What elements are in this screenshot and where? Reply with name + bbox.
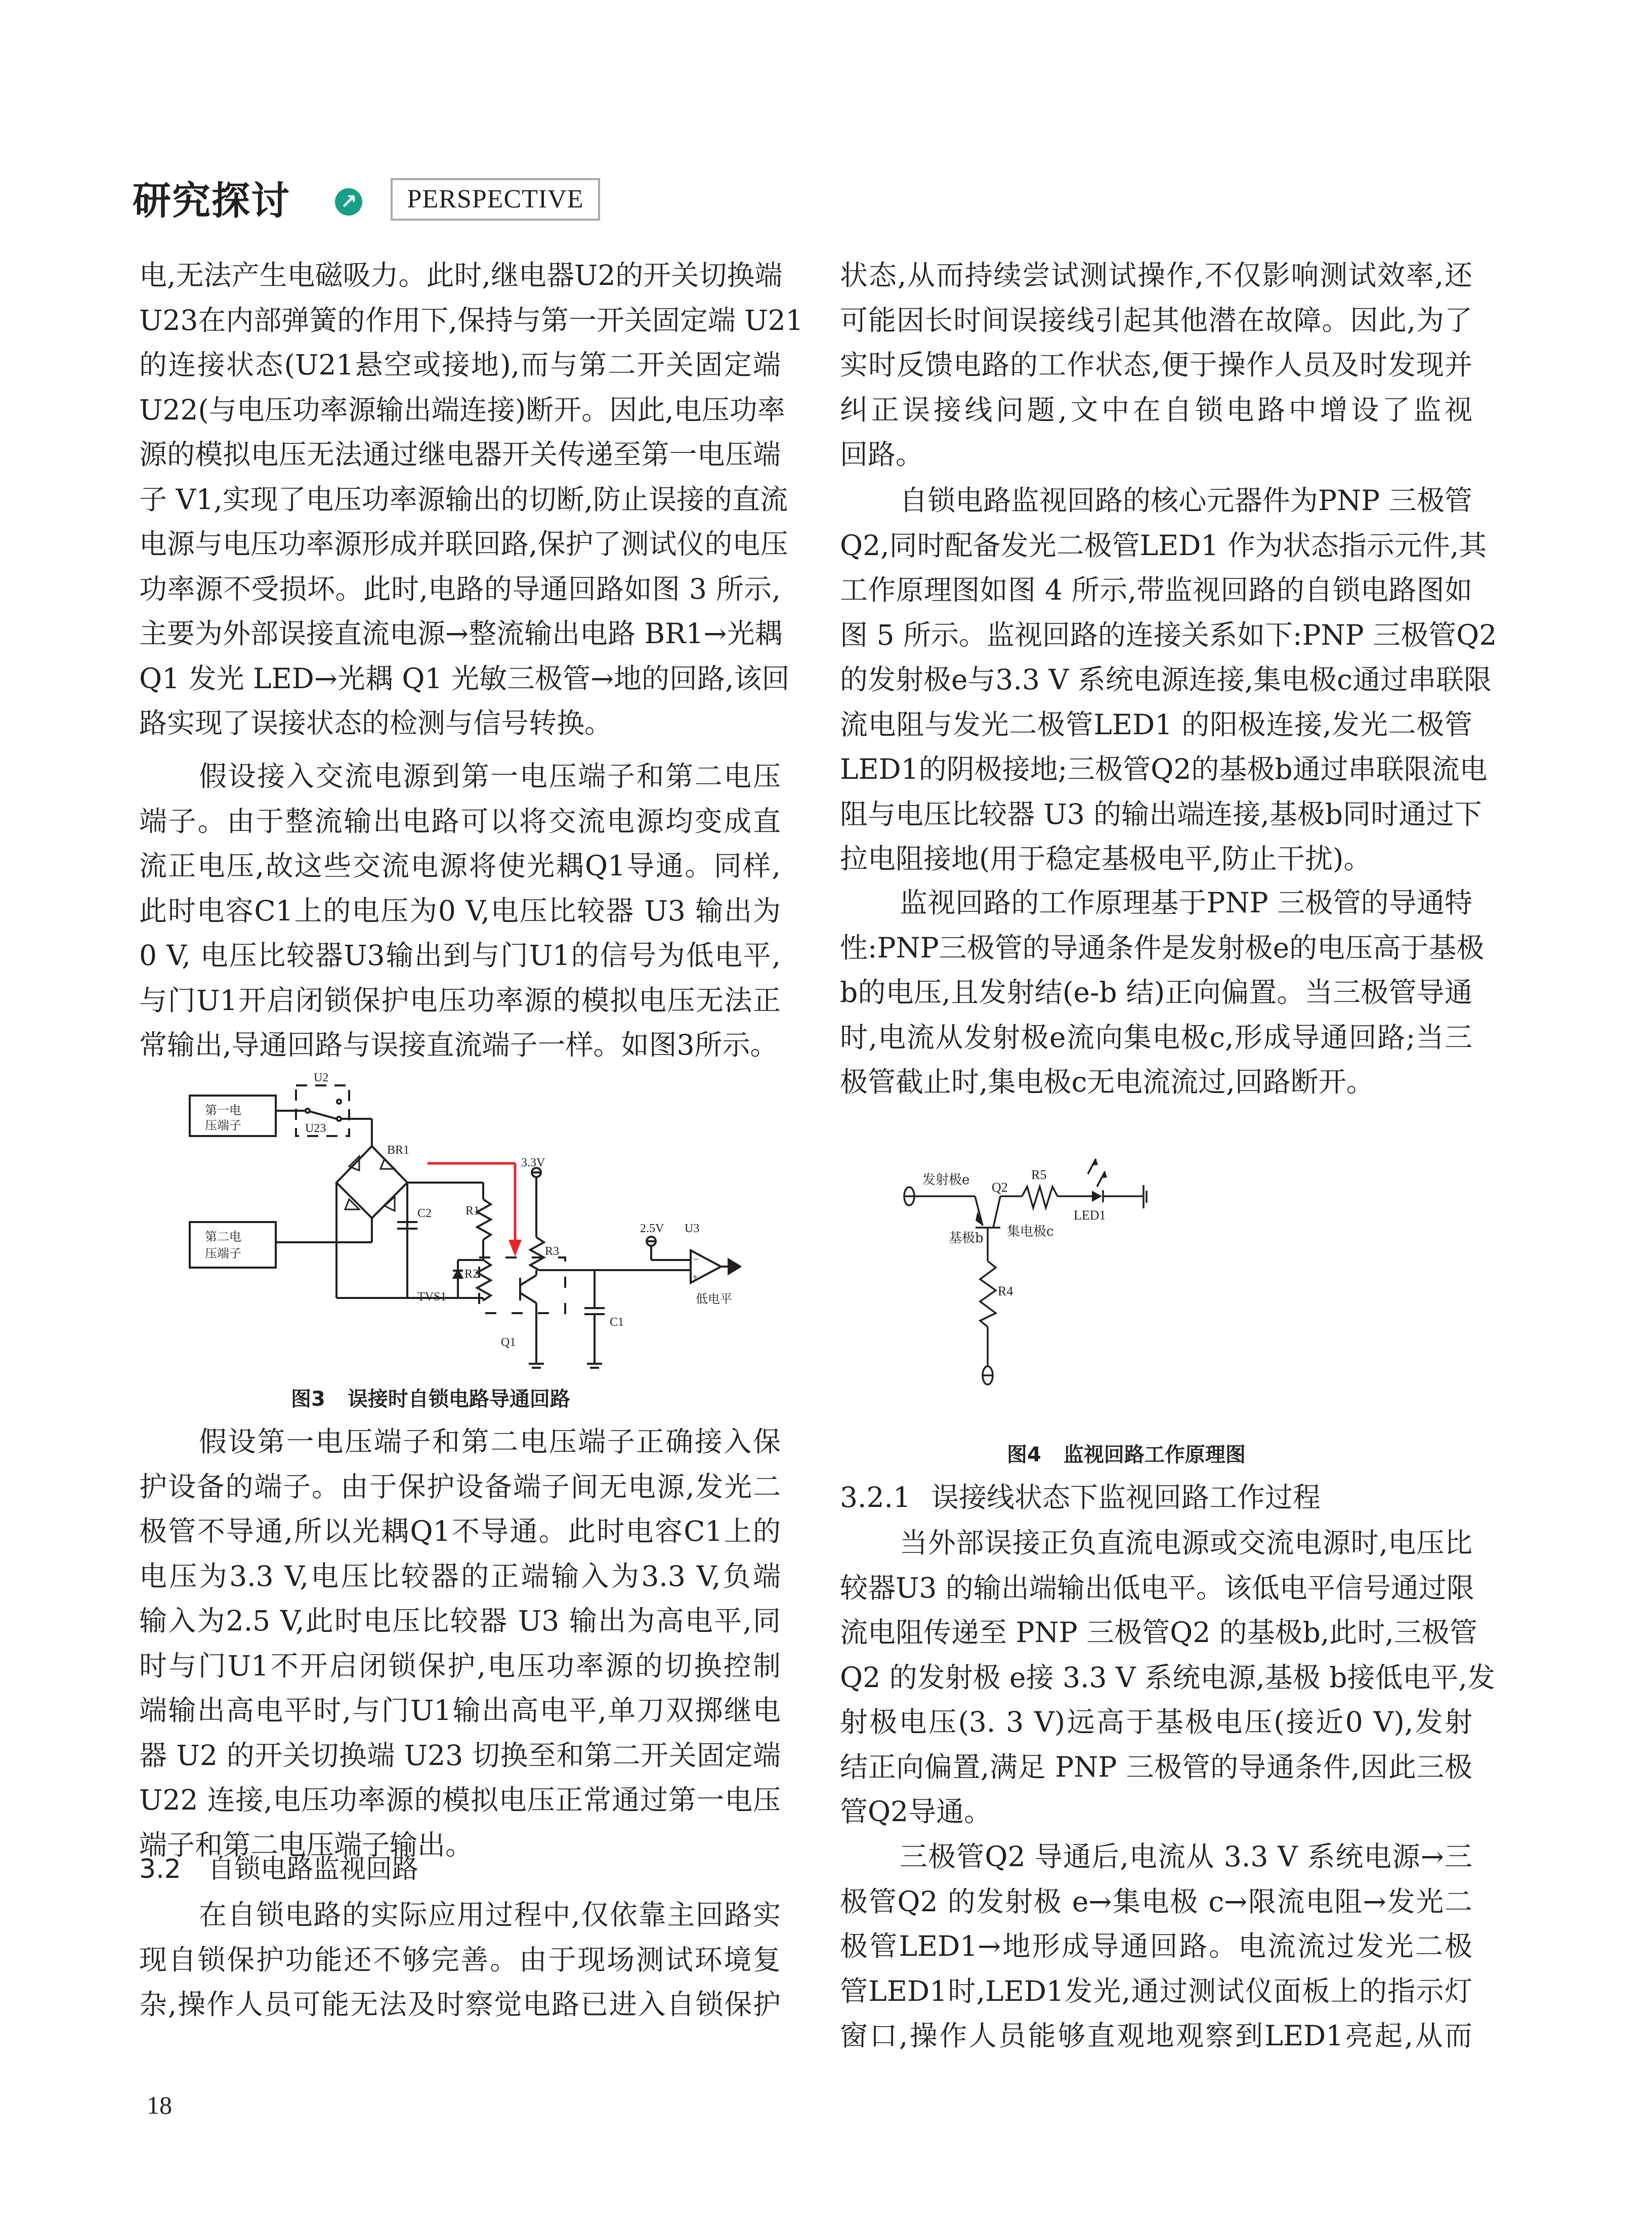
optocoupler-q1-box (479, 1257, 565, 1313)
text-line: 极管Q2 的发射极 e→集电极 c→限流电阻→发光二 (840, 1885, 1472, 1918)
figure-3-title: 误接时自锁电路导通回路 (347, 1388, 570, 1411)
text-line: 流正电压,故这些交流电源将使光耦Q1导通。同样, (139, 850, 781, 882)
text-line: 电压为3.3 V,电压比较器的正端输入为3.3 V,负端 (139, 1560, 781, 1592)
arrow-up-right-icon: ↗ (335, 188, 362, 216)
label-u23: U23 (305, 1122, 326, 1135)
text-line: 端子。由于整流输出电路可以将交流电源均变成直 (139, 805, 781, 837)
section-3-2-heading (139, 1847, 418, 1892)
text-line: 监视回路的工作原理基于PNP 三极管的导通特 (900, 887, 1472, 919)
text-line: 的连接状态(U21悬空或接地),而与第二开关固定端 (139, 349, 781, 381)
text-line: 自锁电路监视回路的核心元器件为PNP 三极管 (900, 484, 1472, 517)
label-r5: R5 (1031, 1167, 1047, 1182)
text-line: 图 5 所示。监视回路的连接关系如下:PNP 三极管Q2 (840, 618, 1497, 651)
text-line: b的电压,且发射结(e-b 结)正向偏置。当三极管导通 (840, 976, 1472, 1009)
resistor-r4 (980, 1261, 996, 1327)
text-line: 主要为外部误接直流电源→整流输出电路 BR1→光耦 (139, 617, 783, 650)
subsection-title: 误接线状态下监视回路工作过程 (931, 1481, 1321, 1514)
perspective-tag: PERSPECTIVE (391, 178, 600, 221)
label-r3: R3 (545, 1245, 560, 1258)
text-line: 纠正误接线问题,文中在自锁电路中增设了监视 (840, 393, 1472, 426)
label-c1: C1 (610, 1316, 624, 1329)
text-line: 0 V, 电压比较器U3输出到与门U1的信号为低电平, (139, 939, 781, 972)
text-line: Q2 的发射极 e接 3.3 V 系统电源,基极 b接低电平,发 (840, 1661, 1495, 1694)
text-line: 假设第一电压端子和第二电压端子正确接入保 (199, 1425, 781, 1458)
text-line: 极管LED1→地形成导通回路。电流流过发光二极 (840, 1930, 1472, 1962)
text-line: 常输出,导通回路与误接直流端子一样。如图3所示。 (139, 1029, 778, 1061)
text-line: 在自锁电路的实际应用过程中,仅依靠主回路实 (199, 1899, 781, 1931)
section-number: 3.2 (139, 1854, 181, 1884)
page-number: 18 (147, 2091, 172, 2119)
text-line: 路实现了误接状态的检测与信号转换。 (139, 707, 613, 739)
label-base: 基极b (949, 1231, 984, 1246)
label-q1: Q1 (501, 1336, 516, 1349)
text-line: 三极管Q2 导通后,电流从 3.3 V 系统电源→三 (900, 1840, 1472, 1873)
section-title-3-2: 自锁电路监视回路 (208, 1854, 419, 1884)
text-line: 结正向偏置,满足 PNP 三极管的导通条件,因此三极 (840, 1750, 1472, 1783)
text-line: 可能因长时间误接线引起其他潜在故障。因此,为了 (840, 304, 1472, 337)
label-u2: U2 (314, 1071, 329, 1084)
text-line: 电,无法产生电磁吸力。此时,继电器U2的开关切换端 (139, 259, 783, 291)
output-arrow (729, 1259, 740, 1274)
text-line: 窗口,操作人员能够直观地观察到LED1亮起,从而 (840, 2020, 1472, 2052)
text-line: 端子和第二电压端子输出。 (139, 1828, 474, 1861)
label-r4: R4 (998, 1284, 1013, 1298)
label-u3: U3 (685, 1222, 700, 1235)
text-line: 回路。 (840, 438, 924, 471)
text-line: 功率源不受损坏。此时,电路的导通回路如图 3 所示, (139, 572, 781, 605)
label-r1: R1 (465, 1204, 480, 1217)
figure-3-circuit (185, 1070, 741, 1379)
text-line: 此时电容C1上的电压为0 V,电压比较器 U3 输出为 (139, 894, 781, 927)
text-line: 时与门U1不开启闭锁保护,电压功率源的切换控制 (139, 1649, 781, 1682)
label-r2: R2 (464, 1268, 479, 1281)
highlight-arrowhead (509, 1240, 522, 1256)
text-line: 阻与电压比较器 U3 的输出端连接,基极b同时通过下 (840, 797, 1482, 830)
text-line: 护设备的端子。由于保护设备端子间无电源,发光二 (139, 1470, 781, 1503)
bridge-rectifier-br1 (336, 1144, 410, 1218)
text-line: 假设接入交流电源到第一电压端子和第二电压 (199, 760, 781, 792)
terminal-1-label-line1: 第一电 (205, 1103, 241, 1117)
text-line: 源的模拟电压无法通过继电器开关传递至第一电压端 (139, 438, 781, 471)
figure-4-number: 图4 (1007, 1443, 1041, 1466)
terminal-2-label-line2: 压端子 (205, 1246, 241, 1261)
figure-4-caption (1007, 1440, 1246, 1470)
text-line: 端输出高电平时,与门U1输出高电平,单刀双掷继电 (139, 1694, 781, 1727)
label-tvs1: TVS1 (417, 1290, 447, 1304)
text-line: 实时反馈电路的工作状态,便于操作人员及时发现并 (840, 349, 1472, 381)
terminal-2-box (190, 1222, 276, 1268)
text-line: 流电阻传递至 PNP 三极管Q2 的基极b,此时,三极管 (840, 1616, 1477, 1649)
left-column (139, 0, 803, 2226)
text-line: U22(与电压功率源输出端连接)断开。因此,电压功率 (139, 393, 785, 426)
figure-3-caption (291, 1384, 570, 1414)
label-plus: + (692, 1272, 698, 1283)
text-line: 极管不导通,所以光耦Q1不导通。此时电容C1上的 (139, 1515, 781, 1547)
figure-4-title: 监视回路工作原理图 (1063, 1443, 1246, 1466)
right-column (840, 0, 1497, 2226)
text-line: LED1的阴极接地;三极管Q2的基极b通过串联限流电 (840, 753, 1488, 785)
led1-diode (1092, 1191, 1102, 1202)
label-emitter: 发射极e (922, 1172, 970, 1188)
label-led1: LED1 (1074, 1208, 1106, 1223)
text-line: 状态,从而持续尝试测试操作,不仅影响测试效率,还 (840, 259, 1472, 291)
label-c2: C2 (417, 1207, 432, 1220)
text-line: 较器U3 的输出端输出低电平。该低电平信号通过限 (840, 1571, 1474, 1604)
text-line: U23在内部弹簧的作用下,保持与第一开关固定端 U21 (139, 304, 803, 337)
terminal-2-label-line1: 第二电 (205, 1230, 241, 1244)
section-title: 研究探讨 (133, 178, 290, 223)
text-line: 工作原理图如图 4 所示,带监视回路的自锁电路图如 (840, 574, 1472, 606)
label-low-level: 低电平 (696, 1292, 732, 1306)
text-line: 性:PNP三极管的导通条件是发射极e的电压高于基极 (840, 931, 1485, 964)
label-q2: Q2 (992, 1180, 1008, 1195)
text-line: 杂,操作人员可能无法及时察觉电路已进入自锁保护 (139, 1988, 781, 2021)
label-minus: − (693, 1254, 699, 1265)
text-line: 管LED1时,LED1发光,通过测试仪面板上的指示灯 (840, 1975, 1472, 2007)
text-line: 与门U1开启闭锁保护电压功率源的模拟电压无法正 (139, 984, 781, 1017)
section-3-2-1-heading (840, 1475, 1321, 1520)
text-line: 当外部误接正负直流电源或交流电源时,电压比 (900, 1527, 1472, 1559)
text-line: U22 连接,电压功率源的模拟电压正常通过第一电压 (139, 1784, 781, 1816)
text-line: 管Q2导通。 (840, 1795, 992, 1828)
text-line: 的发射极e与3.3 V 系统电源连接,集电极c通过串联限 (840, 663, 1492, 696)
figure-3-number: 图3 (291, 1388, 325, 1411)
text-line: Q2,同时配备发光二极管LED1 作为状态指示元件,其 (840, 529, 1487, 562)
terminal-1-label-line2: 压端子 (205, 1118, 241, 1132)
tvs-diode (454, 1271, 462, 1278)
resistor-r3 (530, 1237, 544, 1270)
label-3v3: 3.3V (521, 1156, 545, 1169)
figure-4-circuit (901, 1144, 1366, 1427)
label-collector: 集电极c (1007, 1224, 1054, 1239)
text-line: 电源与电压功率源形成并联回路,保护了测试仪的电压 (139, 528, 788, 560)
text-line: 器 U2 的开关切换端 U23 切换至和第二开关固定端 (139, 1739, 781, 1772)
text-line: 输入为2.5 V,此时电压比较器 U3 输出为高电平,同 (139, 1605, 781, 1637)
text-line: 拉电阻接地(用于稳定基极电平,防止干扰)。 (840, 843, 1372, 875)
text-line: 子 V1,实现了电压功率源输出的切断,防止误接的直流 (139, 483, 788, 516)
text-line: 射极电压(3. 3 V)远高于基极电压(接近0 V),发射 (840, 1706, 1472, 1738)
label-br1: BR1 (387, 1144, 410, 1157)
label-2v5: 2.5V (640, 1222, 664, 1235)
text-line: 流电阻与发光二极管LED1 的阳极连接,发光二极管 (840, 708, 1472, 741)
text-line: 极管截止时,集电极c无电流流过,回路断开。 (840, 1066, 1374, 1098)
text-line: Q1 发光 LED→光耦 Q1 光敏三极管→地的回路,该回 (139, 662, 790, 695)
subsection-number: 3.2.1 (840, 1481, 911, 1514)
text-line: 时,电流从发射极e流向集电极c,形成导通回路;当三 (840, 1021, 1472, 1054)
resistor-r5 (1022, 1187, 1057, 1208)
text-line: 现自锁保护功能还不够完善。由于现场测试环境复 (139, 1943, 781, 1976)
